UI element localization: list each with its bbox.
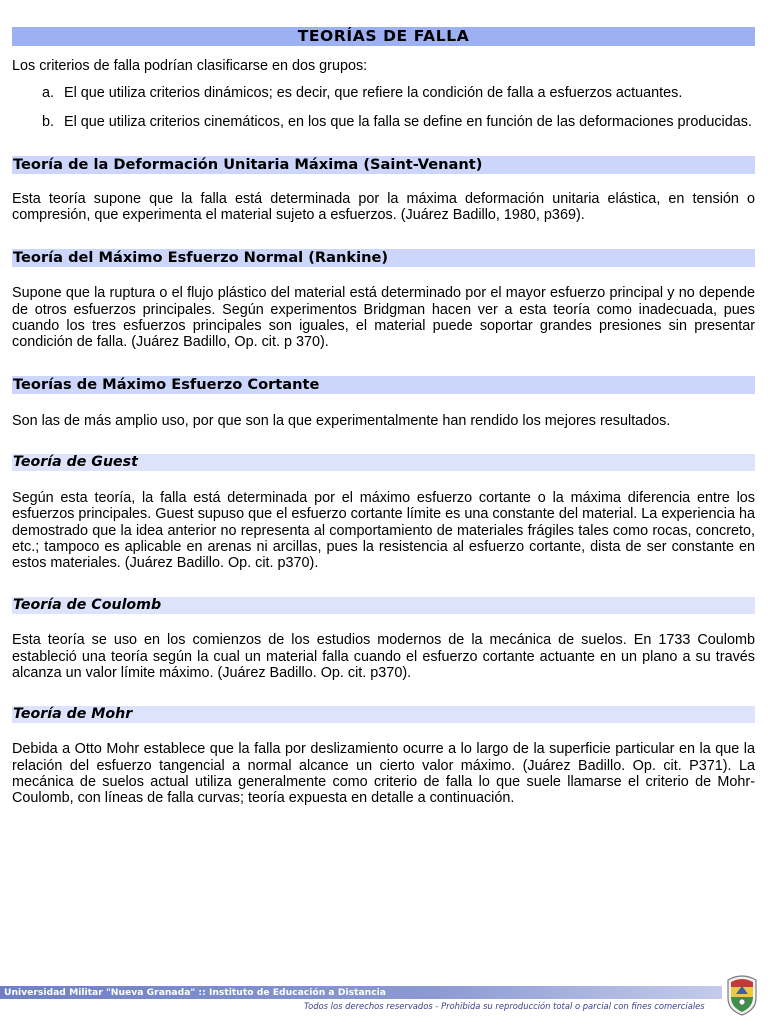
list-item (12, 114, 755, 130)
list-marker: a. (42, 85, 55, 102)
paragraph-rankine: Supone que la ruptura o el flujo plástico del material está determinado por el mayor esfuerzo principal y no depende de otros esfuerzos principales. Según experimentos Bridgman hacen ver a esta teoría como inadecuada, pues cuando los tres esfuerzos principales son iguales, el material puede soportar grandes presiones sin presentar condición de falla. (Juárez Badillo, Op. cit. p 370). (12, 285, 755, 351)
criteria-list (12, 85, 755, 130)
intro-paragraph: Los criterios de falla podrían clasificarse en dos grupos: (12, 58, 368, 74)
paragraph-saint-venant: Esta teoría supone que la falla está determinada por la máxima deformación unitaria elástica, en tensión o compresión, que experimenta el material sujeto a esfuerzos. (Juárez Badillo, 1980, p369). (12, 190, 755, 224)
page-footer (0, 984, 768, 1024)
paragraph-mohr: Debida a Otto Mohr establece que la falla por deslizamiento ocurre a lo largo de la superficie particular en la que la relación del esfuerzo tangencial a normal alcance un cierto valor máximo. (Juárez Badillo. Op. cit. P371). La mecánica de suelos actual utiliza generalmente como criterio de falla lo que suele llamarse el criterio de Mohr- Coulomb, con líneas de falla curvas; teoría expuesta en detalle a continuación. (12, 741, 755, 807)
section-heading-rankine: Teoría del Máximo Esfuerzo Normal (Rankine) (12, 249, 755, 267)
university-crest-icon (722, 972, 762, 1016)
paragraph-cortante: Son las de más amplio uso, por que son la que experimentalmente han rendido los mejores resultados. (12, 412, 671, 429)
paragraph-guest: Según esta teoría, la falla está determinada por el máximo esfuerzo cortante o la máxima diferencia entre los esfuerzos principales. Guest supuso que el esfuerzo cortante límite es una constante del material. La experiencia ha demostrado que la idea anterior no representa al comportamiento de materiales frágiles tales como rocas, concreto, etc.; tampoco es aplicable en arenas ni arcillas, pues la resistencia al esfuerzo cortante, dista de ser constante en estos materiales. (Juárez Badillo. Op. cit. p370). (12, 489, 755, 572)
list-item-text: El que utiliza criterios cinemáticos, en los que la falla se define en función de las deformaciones producidas. (64, 113, 752, 130)
subsection-heading-coulomb: Teoría de Coulomb (12, 597, 755, 614)
list-item-text: El que utiliza criterios dinámicos; es decir, que refiere la condición de falla a esfuerzos actuantes. (64, 85, 683, 102)
section-heading-cortante: Teorías de Máximo Esfuerzo Cortante (12, 376, 755, 394)
subsection-heading-mohr: Teoría de Mohr (12, 706, 755, 723)
footer-institution-bar: Universidad Militar "Nueva Granada" :: Instituto de Educación a Distancia (0, 986, 722, 999)
footer-rights-text: Todos los derechos reservados - Prohibida su reproducción total o parcial con fines comerciales (304, 1001, 705, 1011)
document-page (12, 27, 755, 807)
page-title: TEORÍAS DE FALLA (12, 27, 755, 46)
list-item (12, 85, 755, 101)
section-heading-saint-venant: Teoría de la Deformación Unitaria Máxima (Saint-Venant) (12, 156, 755, 174)
paragraph-coulomb: Esta teoría se uso en los comienzos de los estudios modernos de la mecánica de suelos. En 1733 Coulomb estableció una teoría según la cual un material falla cuando el esfuerzo cortante actuante en un plano a su través alcanza un valor límite máximo. (Juárez Badillo. Op. cit. p370). (12, 632, 755, 682)
subsection-heading-guest: Teoría de Guest (12, 454, 755, 471)
list-marker: b. (42, 113, 55, 130)
